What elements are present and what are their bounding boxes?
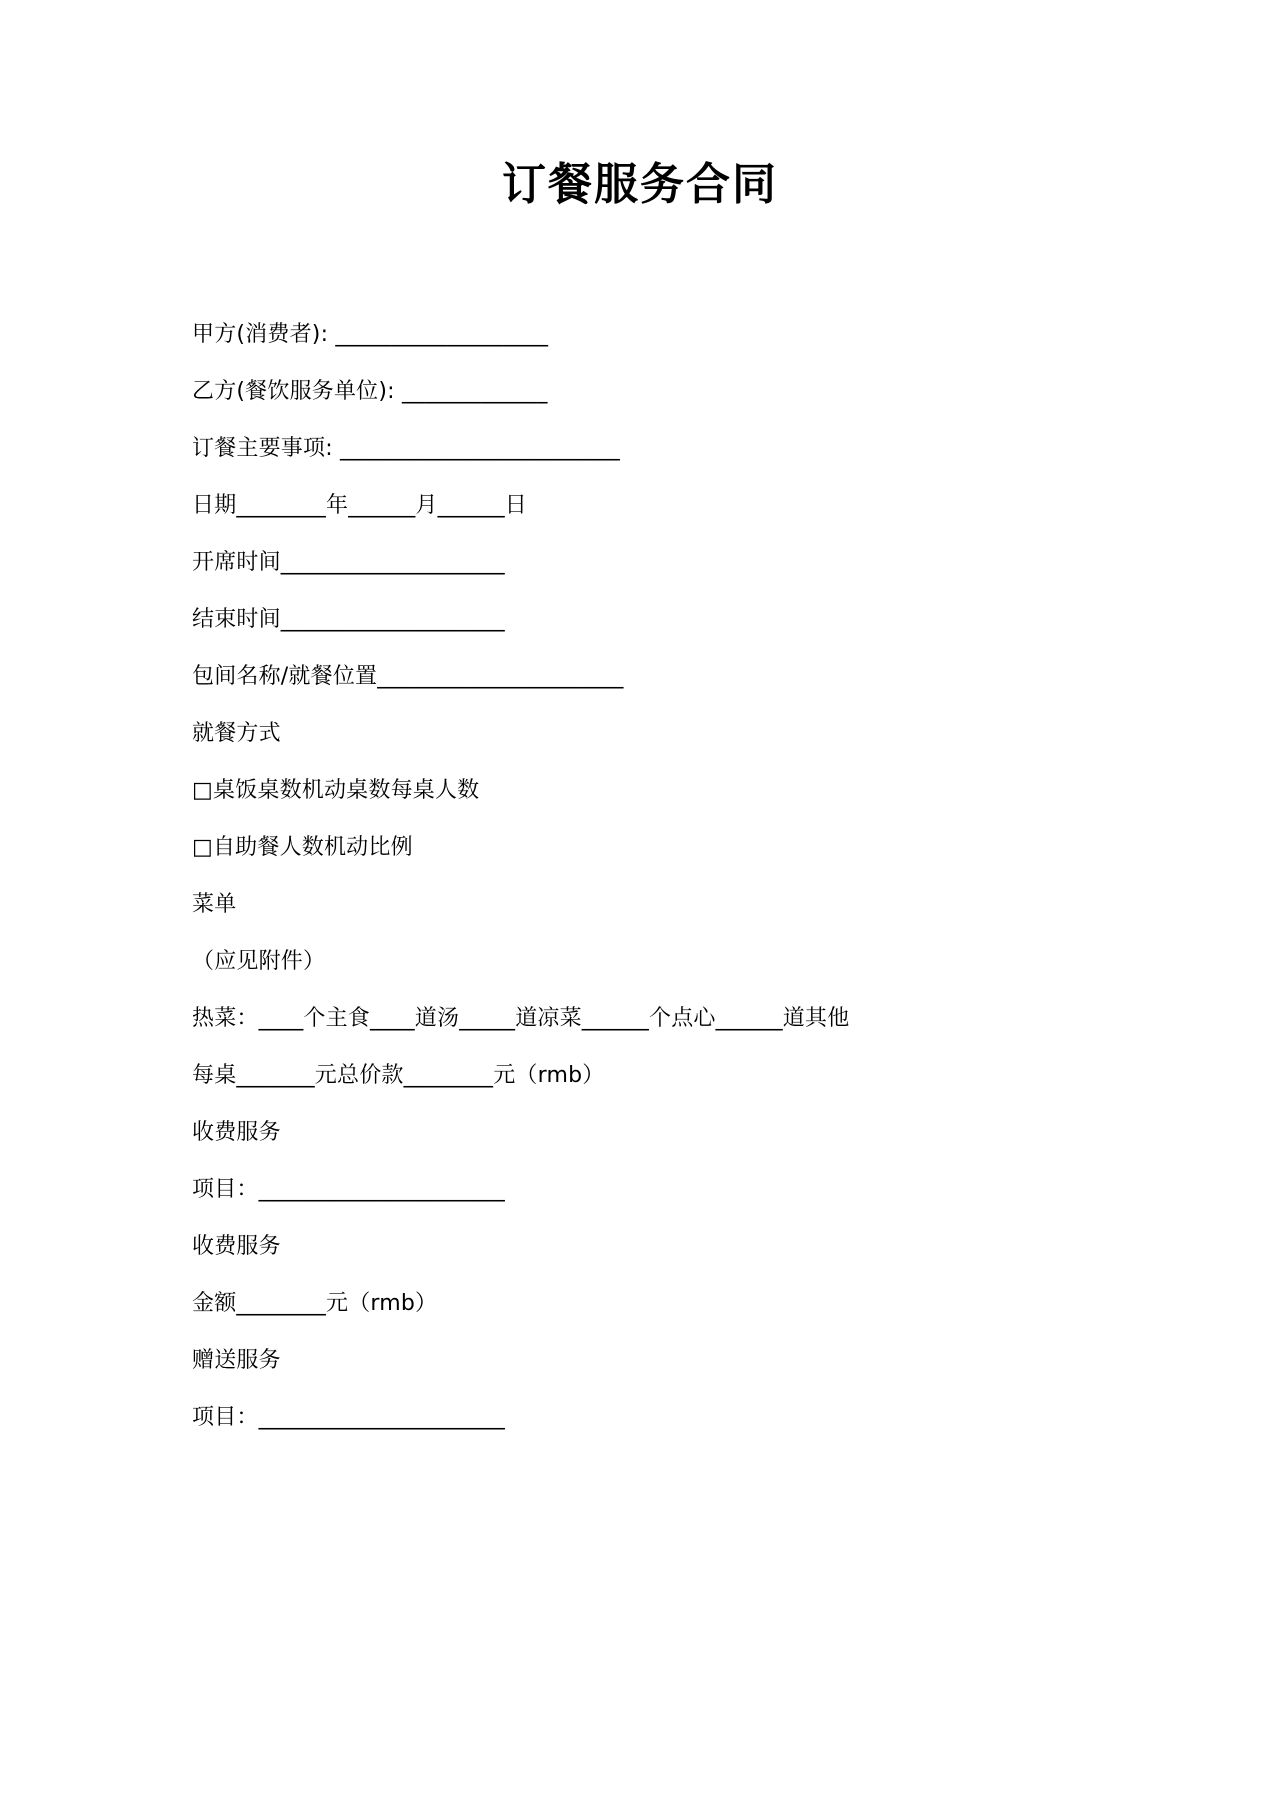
hot-dish-line: 热菜：____个主食____道汤_____道凉菜______个点心______道其他	[192, 1006, 850, 1031]
dining-option-table: □桌饭桌数机动桌数每桌人数	[192, 778, 480, 803]
menu-attachment-note: （应见附件）	[192, 949, 326, 974]
party-b-line: 乙方(餐饮服务单位): _____________	[192, 379, 548, 404]
end-time-line: 结束时间____________________	[192, 607, 505, 632]
paid-service-heading: 收费服务	[192, 1120, 281, 1145]
room-name-line: 包间名称/就餐位置______________________	[192, 664, 624, 689]
paid-service-heading-2: 收费服务	[192, 1234, 281, 1259]
dining-option-buffet: □自助餐人数机动比例	[192, 835, 413, 860]
free-service-item-line: 项目：______________________	[192, 1405, 506, 1430]
menu-heading: 菜单	[192, 892, 237, 917]
date-line: 日期________年______月______日	[192, 493, 528, 518]
document-body	[0, 306, 1280, 1446]
free-service-heading: 赠送服务	[192, 1348, 281, 1373]
page-title: 订餐服务合同	[502, 159, 778, 210]
dining-method-heading: 就餐方式	[192, 721, 281, 746]
start-time-line: 开席时间____________________	[192, 550, 505, 575]
main-items-line: 订餐主要事项: _________________________	[192, 436, 621, 461]
paid-service-amount-line: 金额________元（rmb）	[192, 1291, 438, 1316]
per-table-price-line: 每桌_______元总价款________元（rmb）	[192, 1063, 605, 1088]
paid-service-item-line: 项目：______________________	[192, 1177, 506, 1202]
party-a-line: 甲方(消费者): ___________________	[192, 322, 549, 347]
